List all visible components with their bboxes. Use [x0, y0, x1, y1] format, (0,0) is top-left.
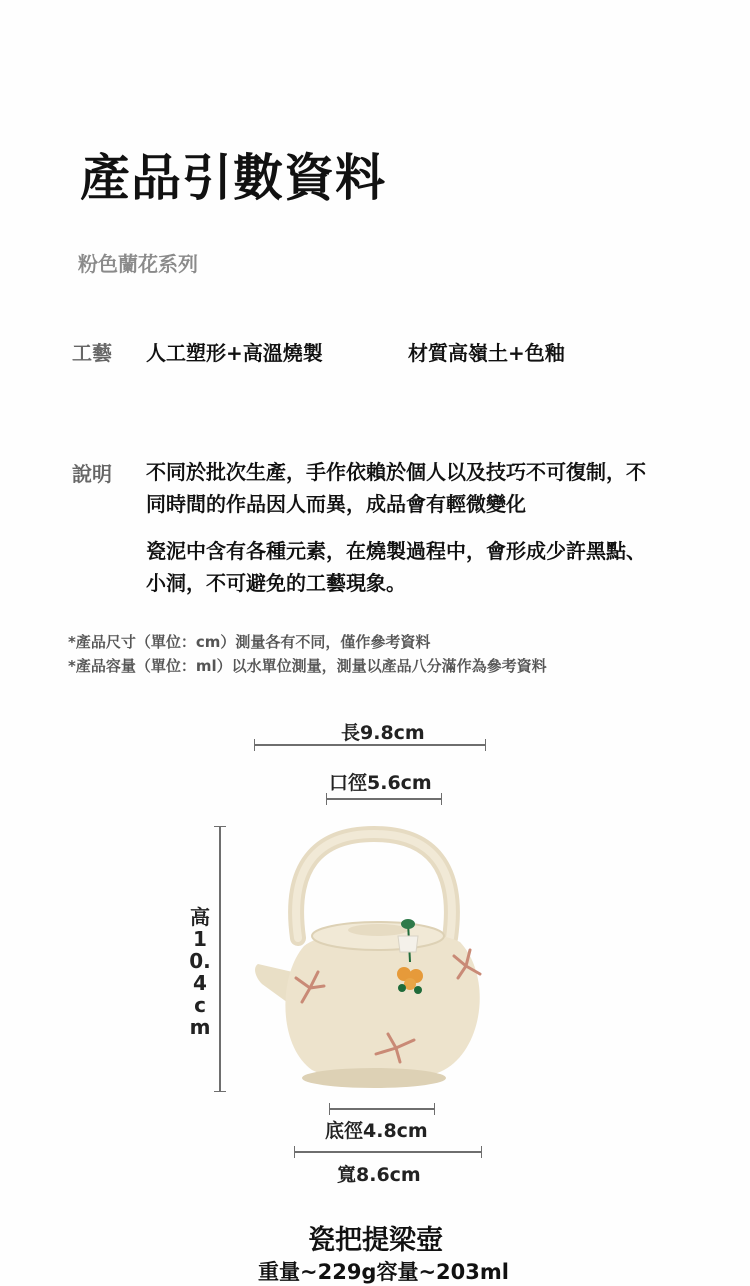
capacity-note: *產品容量（單位：ml）以水單位測量，測量以產品八分滿作為參考資料: [68, 657, 547, 675]
mouth-diameter-line: [326, 798, 442, 800]
material-value: 材質高嶺土+色釉: [408, 341, 565, 365]
series-name: 粉色蘭花系列: [78, 252, 198, 276]
description-paragraph-1: 不同於批次生產，手作依賴於個人以及技巧不可復制，不同時間的作品因人而異，成品會有輕微變化: [146, 460, 646, 516]
teapot-image: [248, 826, 500, 1092]
width-line: [294, 1151, 482, 1153]
page-title: 產品引數資料: [80, 149, 386, 207]
description-label: 說明: [72, 462, 112, 486]
base-diameter-line: [329, 1108, 435, 1110]
height-line: [219, 826, 221, 1092]
product-name: 瓷把提梁壺: [308, 1225, 443, 1256]
base-diameter-label: 底徑4.8cm: [325, 1120, 428, 1142]
mouth-diameter-label: 口徑5.6cm: [329, 772, 432, 794]
width-label: 寬8.6cm: [337, 1164, 421, 1186]
length-line: [254, 744, 486, 746]
product-spec: 重量~229g容量~203ml: [258, 1260, 509, 1284]
description-paragraph-2: 瓷泥中含有各種元素，在燒製過程中，會形成少許黑點、小洞，不可避免的工藝現象。: [146, 539, 646, 595]
size-note: *產品尺寸（單位：cm）測量各有不同，僅作參考資料: [68, 633, 431, 651]
height-label: 高10.4cm: [189, 905, 211, 1039]
craft-value: 人工塑形+高溫燒製: [146, 341, 323, 365]
length-label: 長9.8cm: [341, 722, 425, 744]
craft-label: 工藝: [72, 341, 112, 365]
